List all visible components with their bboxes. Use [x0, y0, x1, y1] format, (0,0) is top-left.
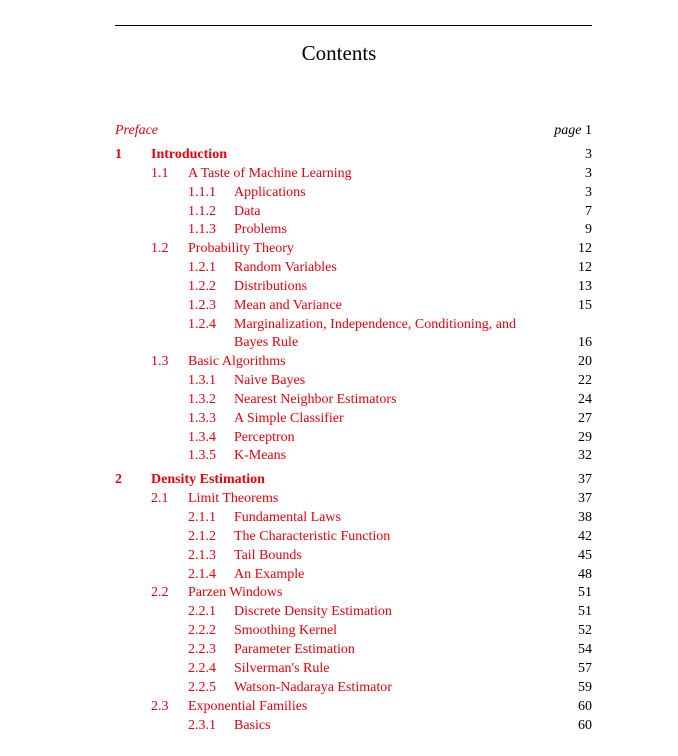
toc-entry-number: 1.3.5	[188, 448, 216, 463]
toc-entry-number: 2.1.2	[188, 529, 216, 544]
toc-entry-title: Introduction	[151, 147, 227, 162]
toc-entry-number: 2.3.1	[188, 718, 216, 733]
toc-page-number: 42	[578, 529, 592, 544]
toc-page-number: 59	[578, 680, 592, 695]
toc-entry-title: Smoothing Kernel	[234, 623, 338, 638]
toc-entry-number: 2	[115, 472, 122, 487]
toc-page-number: page 1	[554, 123, 592, 138]
toc-page-number: 32	[578, 448, 592, 463]
toc-page-number: 57	[578, 661, 592, 676]
toc-entry-number: 1.3.4	[188, 430, 216, 445]
toc-page-number: 60	[578, 718, 592, 733]
toc-entry-number: 2.2.5	[188, 680, 216, 695]
toc-page-number: 13	[578, 279, 592, 294]
toc-entry-number: 1	[115, 147, 122, 162]
toc-page-number: 54	[578, 642, 592, 657]
toc-page-number: 37	[578, 491, 592, 506]
toc-page-number: 7	[585, 204, 592, 219]
toc-page-number: 3	[585, 147, 592, 162]
toc-page-number: 12	[578, 241, 592, 256]
toc-page-number: 27	[578, 411, 592, 426]
toc-entry-title: Data	[234, 204, 261, 219]
toc-entry-title: Limit Theorems	[188, 491, 279, 506]
toc-entry-title: Distributions	[234, 279, 308, 294]
toc-entry-number: 1.3.1	[188, 373, 216, 388]
toc-entry-number: 1.3	[151, 354, 169, 369]
toc-entry-title: Mean and Variance	[234, 298, 342, 313]
toc-entry-number: 2.2.3	[188, 642, 216, 657]
toc-page-number: 60	[578, 699, 592, 714]
toc-entry-title: A Taste of Machine Learning	[188, 166, 352, 181]
toc-entry-title: Parameter Estimation	[234, 642, 355, 657]
toc-entry-number: 2.1.3	[188, 548, 216, 563]
toc-entry-number: 2.2.1	[188, 604, 216, 619]
toc-entry-number: 1.1.1	[188, 185, 216, 200]
toc-entry-title: Density Estimation	[151, 472, 265, 487]
toc-entry-title: Basics	[234, 718, 271, 733]
toc-entry-number: 2.3	[151, 699, 169, 714]
toc-entry-title: Preface	[115, 123, 159, 138]
toc-page-number: 20	[578, 354, 592, 369]
toc-entry-title: Problems	[234, 222, 287, 237]
toc-entry-title: Probability Theory	[188, 241, 294, 256]
toc-page-number: 29	[578, 430, 592, 445]
toc-entry-title: Naive Bayes	[234, 373, 306, 388]
toc-entry-title: An Example	[234, 567, 305, 582]
toc-entry-title: A Simple Classifier	[234, 411, 344, 426]
toc-page-number: 3	[585, 185, 592, 200]
toc-page-number: 52	[578, 623, 592, 638]
toc-entry-title: Marginalization, Independence, Conditioning, and	[234, 317, 517, 332]
toc-entry-number: 2.1.4	[188, 567, 216, 582]
toc-entry-title: Nearest Neighbor Estimators	[234, 392, 397, 407]
toc-entry-number: 1.3.2	[188, 392, 216, 407]
toc-entry-title: K-Means	[234, 448, 287, 463]
toc-entry-number: 1.1.2	[188, 204, 216, 219]
toc-entry-title: Exponential Families	[188, 699, 308, 714]
toc-entry-title: Fundamental Laws	[234, 510, 341, 525]
toc-page-number: 3	[585, 166, 592, 181]
toc-entry-number: 1.1.3	[188, 222, 216, 237]
page-prefix: page	[554, 123, 582, 138]
toc-entry-number: 1.1	[151, 166, 169, 181]
toc-entry-title: Tail Bounds	[234, 548, 302, 563]
toc-entry-title: Perceptron	[234, 430, 295, 445]
toc-entry-number: 1.2.1	[188, 260, 216, 275]
toc-entry-title: Applications	[234, 185, 306, 200]
toc-entry-number: 2.2.2	[188, 623, 216, 638]
toc-entry-title: Random Variables	[234, 260, 337, 275]
toc-page-number: 12	[578, 260, 592, 275]
toc-page-number: 9	[585, 222, 592, 237]
toc-page-number: 51	[578, 585, 592, 600]
toc-page-number: 16	[578, 335, 592, 350]
toc-page-number: 45	[578, 548, 592, 563]
toc-page-number: 22	[578, 373, 592, 388]
toc-entry-number: 2.1	[151, 491, 169, 506]
toc-entry-number: 1.2	[151, 241, 169, 256]
toc-page-number: 15	[578, 298, 592, 313]
page-title: Contents	[301, 41, 377, 65]
toc-entry-number: 1.2.2	[188, 279, 216, 294]
toc-page-number: 38	[578, 510, 592, 525]
toc-entry-number: 2.2	[151, 585, 169, 600]
toc-page-number: 37	[578, 472, 592, 487]
toc-entry-title: Watson-Nadaraya Estimator	[234, 680, 392, 695]
toc-entry-number: 2.2.4	[188, 661, 216, 676]
toc-entry-preface[interactable]	[115, 122, 158, 140]
toc-entry-number: 1.2.3	[188, 298, 216, 313]
toc-page-number: 48	[578, 567, 592, 582]
toc-entry-title-continuation[interactable]: Bayes Rule	[234, 335, 299, 350]
toc-entry-title: Basic Algorithms	[188, 354, 286, 369]
toc-page-number: 24	[578, 392, 592, 407]
toc-entry-title: Discrete Density Estimation	[234, 604, 392, 619]
toc-entry-number: 1.2.4	[188, 317, 216, 332]
toc-entry-title: Parzen Windows	[188, 585, 283, 600]
toc-entry-title: The Characteristic Function	[234, 529, 391, 544]
toc-entry-title: Silverman's Rule	[234, 661, 330, 676]
toc-page-number: 51	[578, 604, 592, 619]
toc-entry-number: 2.1.1	[188, 510, 216, 525]
toc-entry-number: 1.3.3	[188, 411, 216, 426]
